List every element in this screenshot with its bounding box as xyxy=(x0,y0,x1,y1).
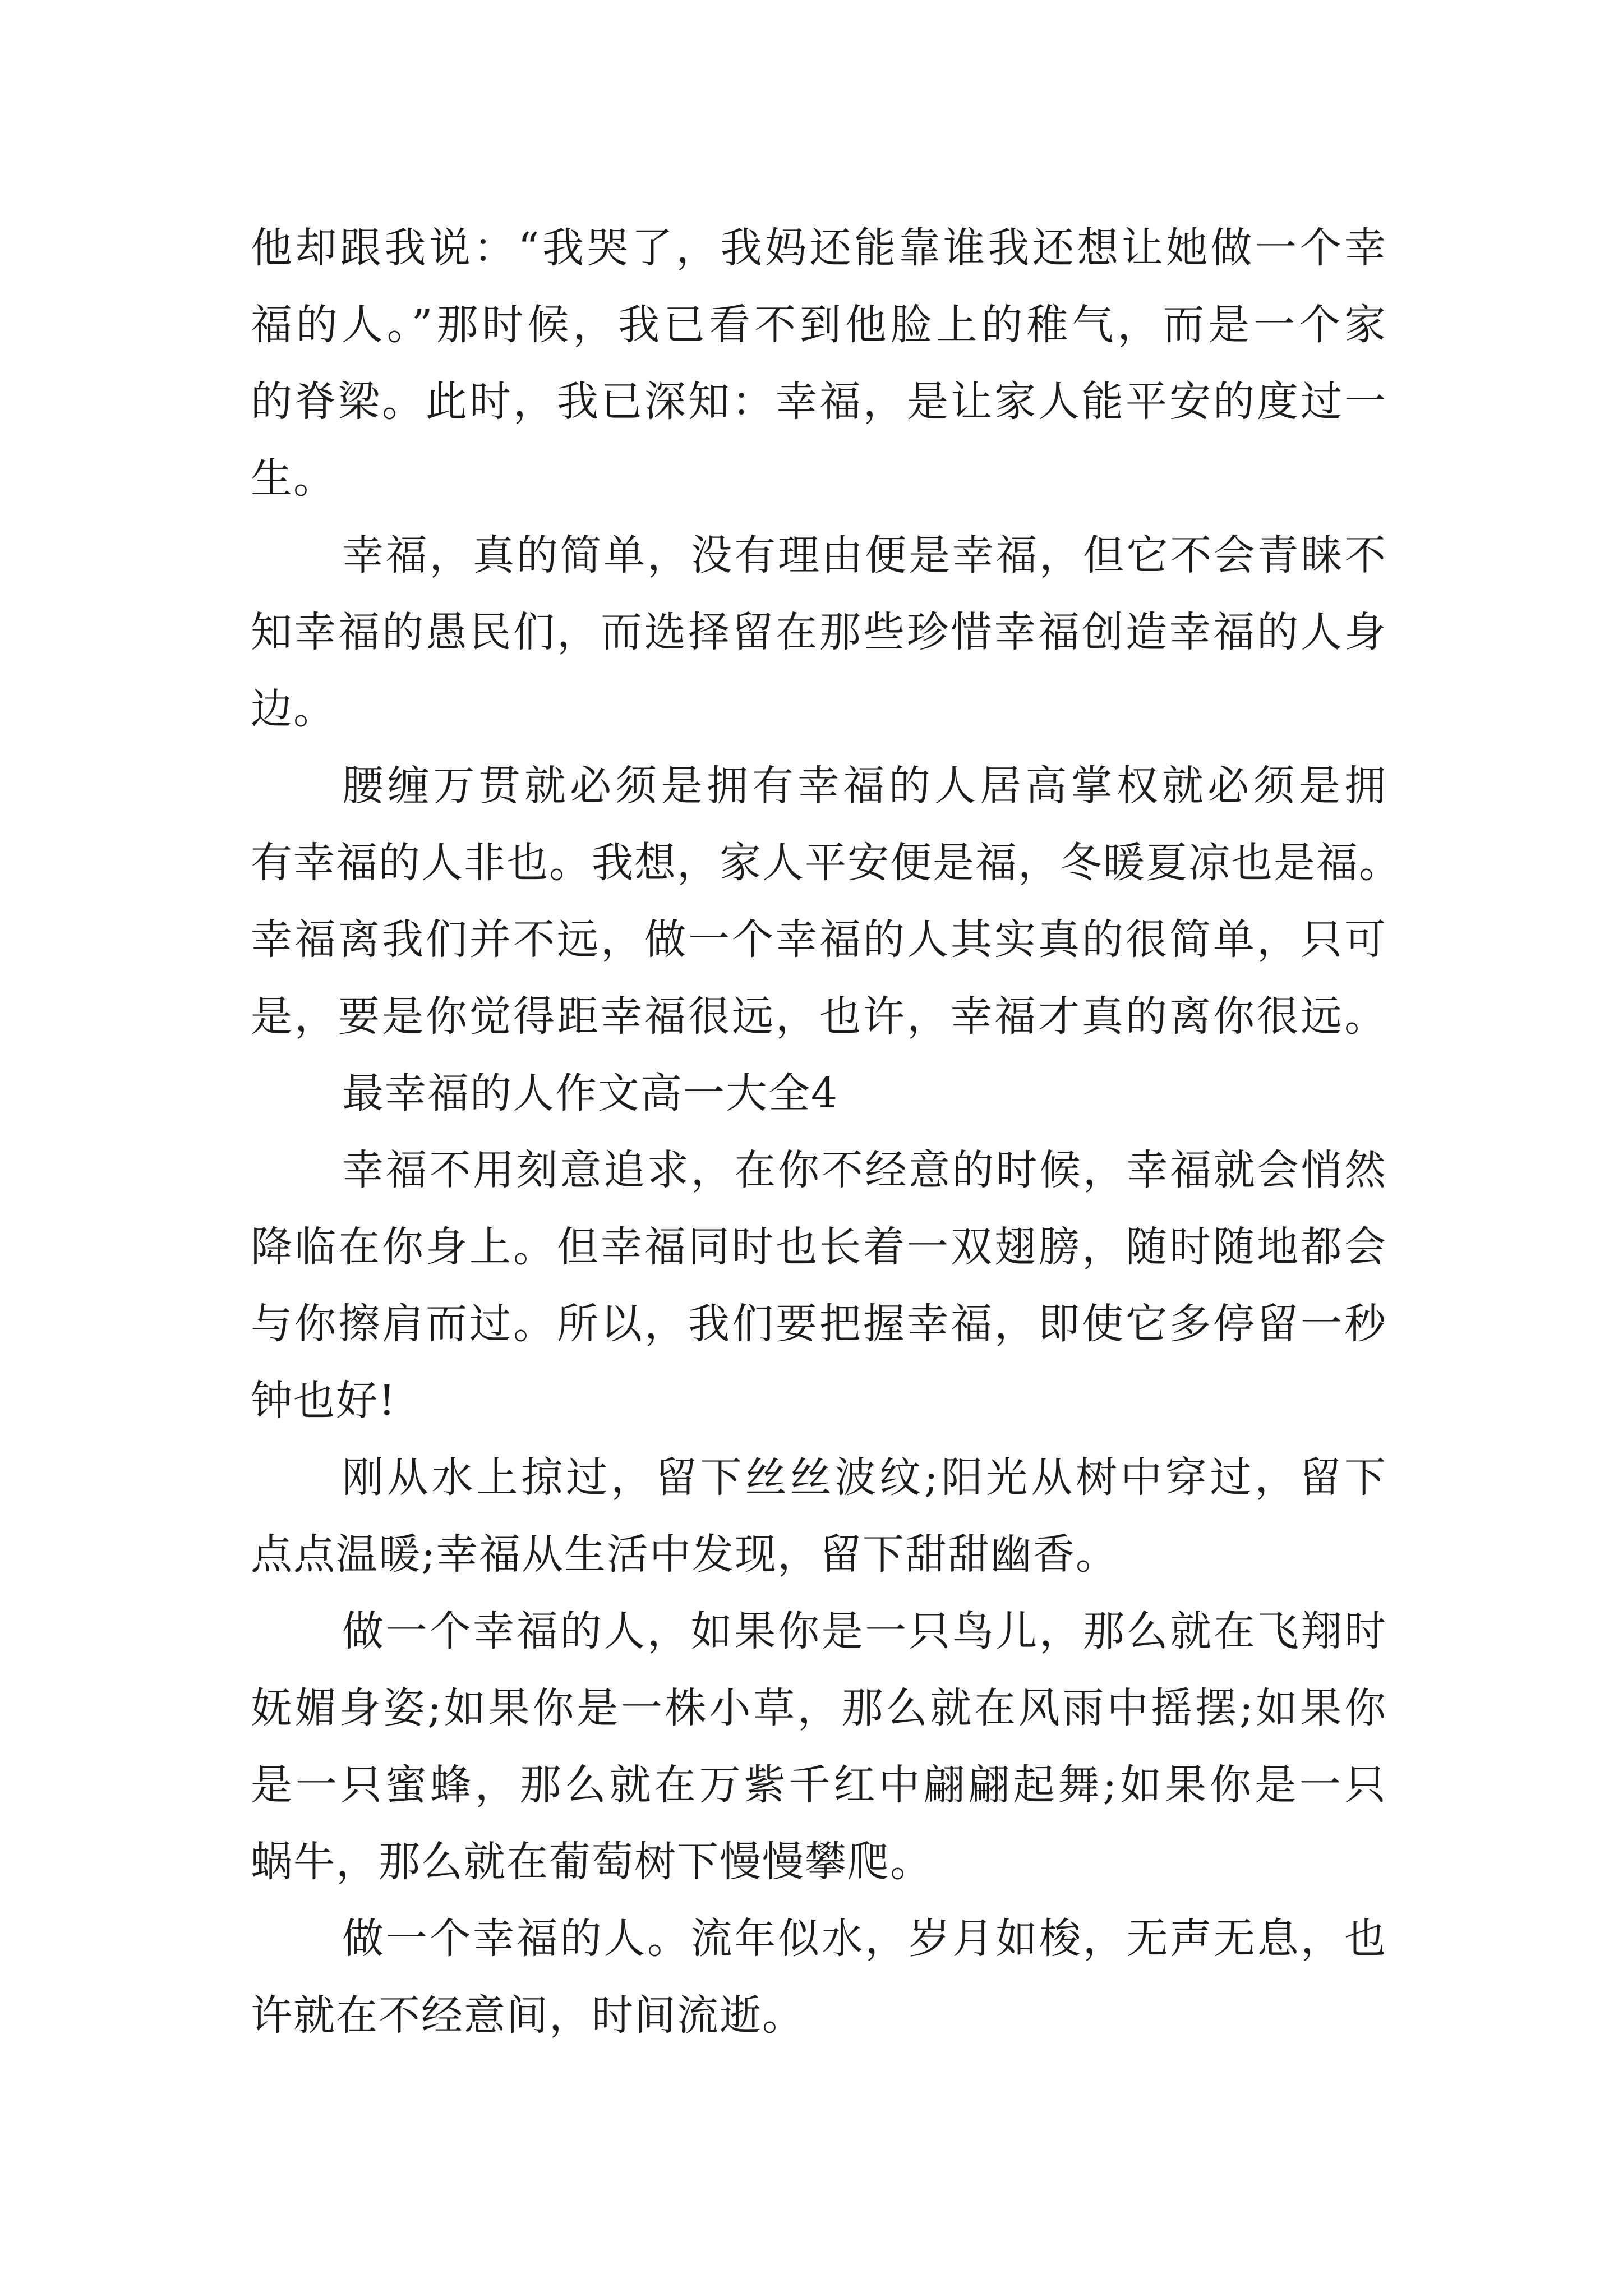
paragraph xyxy=(251,1132,1387,1439)
text-line: 做一个幸福的人。流年似水，岁月如梭，无声无息，也 xyxy=(342,1915,1387,1963)
text-line: 腰缠万贯就必须是拥有幸福的人居高掌权就必须是拥 xyxy=(342,762,1387,810)
text-line: 降临在你身上。但幸福同时也长着一双翅膀，随时随地都会 xyxy=(251,1223,1387,1271)
text-line: 刚从水上掠过，留下丝丝波纹;阳光从树中穿过，留下 xyxy=(342,1453,1387,1502)
text-line: 蜗牛，那么就在葡萄树下慢慢攀爬。 xyxy=(251,1838,933,1886)
section-heading xyxy=(251,1055,1387,1132)
paragraph xyxy=(251,1593,1387,1901)
text-line: 有幸福的人非也。我想，家人平安便是福，冬暖夏凉也是福。 xyxy=(251,839,1401,887)
text-line: 幸福，真的简单，没有理由便是幸福，但它不会青睐不 xyxy=(342,531,1387,579)
paragraph xyxy=(251,517,1387,748)
paragraph xyxy=(251,1439,1387,1593)
text-line: 幸福离我们并不远，做一个幸福的人其实真的很简单，只可 xyxy=(251,915,1387,964)
text-line: 幸福不用刻意追求，在你不经意的时候，幸福就会悄然 xyxy=(342,1146,1387,1194)
document-page xyxy=(251,210,1401,2054)
paragraph xyxy=(251,210,1387,517)
text-line: 福的人。”那时候，我已看不到他脸上的稚气，而是一个家 xyxy=(251,301,1387,349)
heading-text: 最幸福的人作文高一大全4 xyxy=(342,1069,839,1117)
text-line: 的脊梁。此时，我已深知：幸福，是让家人能平安的度过一 xyxy=(251,378,1387,426)
text-line: 妩媚身姿;如果你是一株小草，那么就在风雨中摇摆;如果你 xyxy=(251,1684,1387,1732)
text-line: 做一个幸福的人，如果你是一只鸟儿，那么就在飞翔时 xyxy=(342,1607,1387,1655)
text-line: 点点温暖;幸福从生活中发现，留下甜甜幽香。 xyxy=(251,1530,1118,1579)
paragraph xyxy=(251,1901,1387,2054)
text-line: 他却跟我说：“我哭了，我妈还能靠谁我还想让她做一个幸 xyxy=(251,224,1387,272)
text-line: 生。 xyxy=(251,454,336,503)
text-line: 钟也好! xyxy=(251,1377,396,1425)
text-line: 许就在不经意间，时间流逝。 xyxy=(251,1991,805,2040)
text-line: 知幸福的愚民们，而选择留在那些珍惜幸福创造幸福的人身 xyxy=(251,608,1387,656)
paragraph xyxy=(251,748,1401,1055)
text-line: 是一只蜜蜂，那么就在万紫千红中翩翩起舞;如果你是一只 xyxy=(251,1761,1387,1809)
text-line: 与你擦肩而过。所以，我们要把握幸福，即使它多停留一秒 xyxy=(251,1300,1387,1348)
text-line: 是，要是你觉得距幸福很远，也许，幸福才真的离你很远。 xyxy=(251,992,1387,1041)
text-line: 边。 xyxy=(251,685,336,733)
